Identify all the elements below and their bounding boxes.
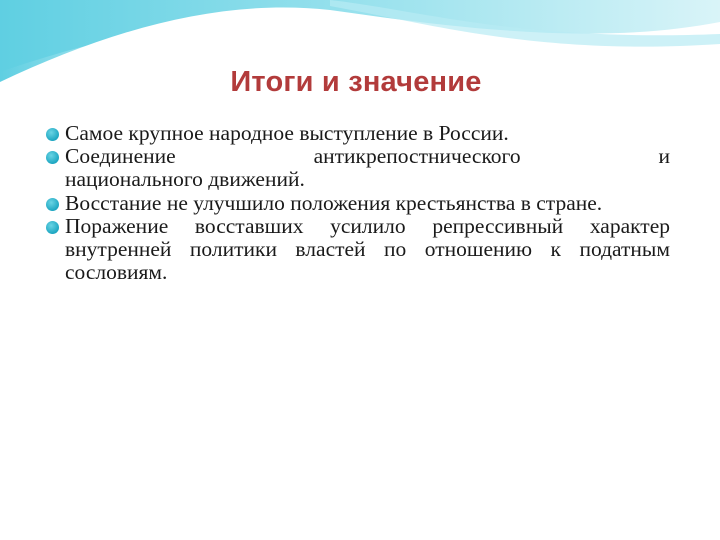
bullet-text: Восстание не улучшило положения крестьянства в стране. [65, 190, 603, 215]
bullet-dot-icon [46, 128, 59, 141]
bullet-item [44, 122, 670, 145]
bullet-text-line: Соединение антикрепостнического и [65, 144, 670, 169]
bullet-item [44, 192, 670, 215]
bullet-text: Поражение восставших усилило репрессивный характер внутренней политики властей по отношению к податным сословиям. [65, 213, 670, 285]
bullet-text: Самое крупное народное выступление в России. [65, 121, 509, 145]
bullet-text-line: национального движений. [65, 167, 305, 192]
bullet-dot-icon [46, 221, 59, 234]
bullet-item [44, 215, 670, 285]
bullet-item [44, 145, 670, 191]
bullet-dot-icon [46, 198, 59, 211]
bullet-dot-icon [46, 151, 59, 164]
slide-title: Итоги и значение [230, 66, 482, 98]
bullet-list [44, 122, 670, 284]
